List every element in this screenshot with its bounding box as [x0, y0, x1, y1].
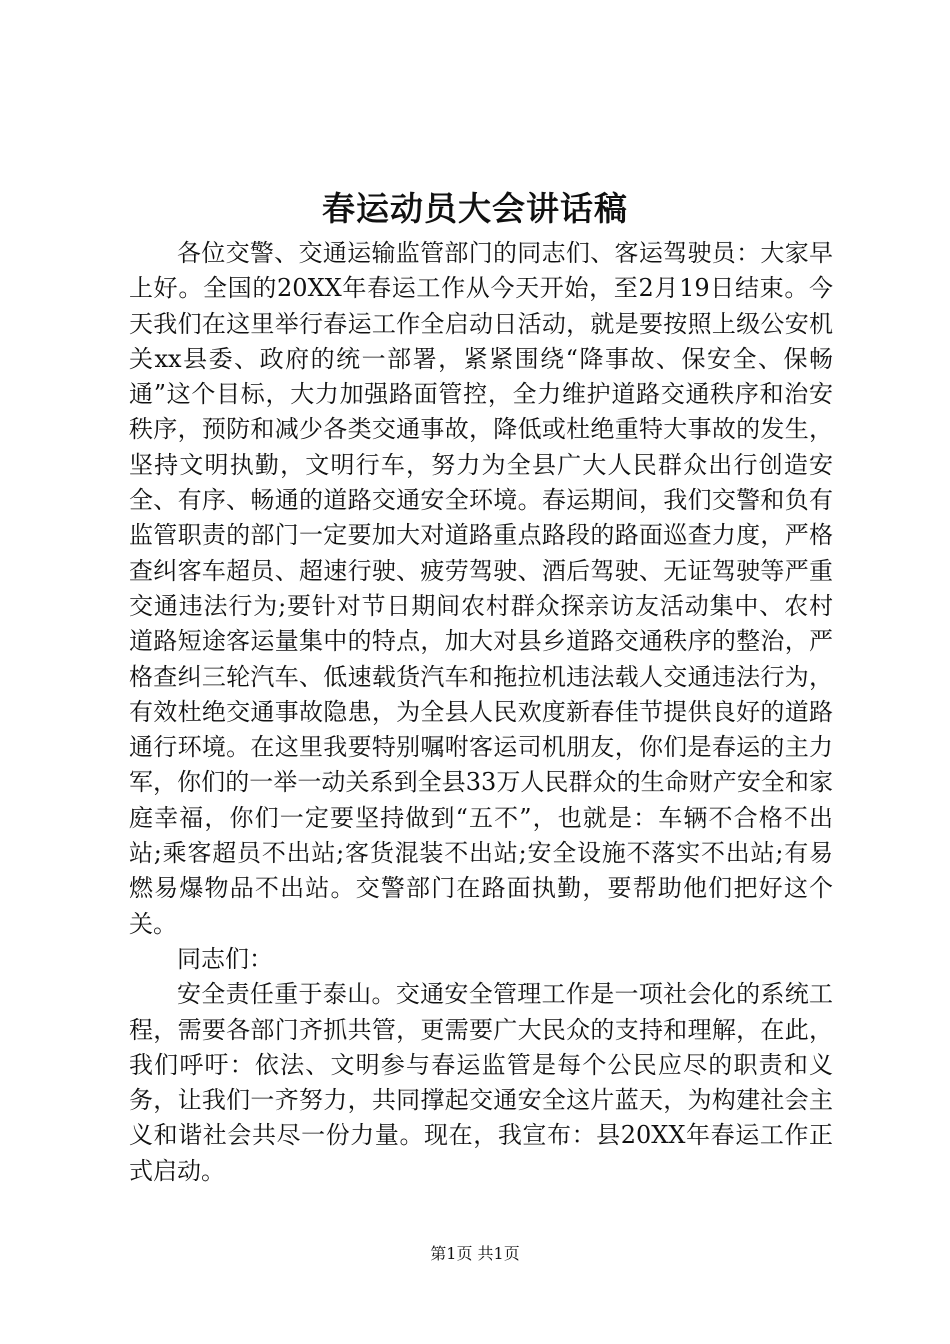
paragraph-opening: 各位交警、交通运输监管部门的同志们、客运驾驶员：大家早上好。全国的20XX年春运工作从今天开始，至2月19日结束。今天我们在这里举行春运工作全启动日活动，就是要按照上级公安机关xx县委、政府的统一部署，紧紧围绕“降事故、保安全、保畅通”这个目标，大力加强路面管控，全力维护道路交通秩序和治安秩序，预防和减少各类交通事故，降低或杜绝重特大事故的发生，坚持文明执勤，文明行车，努力为全县广大人民群众出行创造安全、有序、畅通的道路交通安全环境。春运期间，我们交警和负有监管职责的部门一定要加大对道路重点路段的路面巡查力度，严格查纠客车超员、超速行驶、疲劳驾驶、酒后驾驶、无证驾驶等严重交通违法行为;要针对节日期间农村群众探亲访友活动集中、农村道路短途客运量集中的特点，加大对县乡道路交通秩序的整治，严格查纠三轮汽车、低速载货汽车和拖拉机违法载人交通违法行为，有效杜绝交通事故隐患，为全县人民欢度新春佳节提供良好的道路通行环境。在这里我要特别嘱咐客运司机朋友，你们是春运的主力军，你们的一举一动关系到全县33万人民群众的生命财产安全和家庭幸福，你们一定要坚持做到“五不”，也就是：车辆不合格不出站;乘客超员不出站;客货混装不出站;安全设施不落实不出站;有易燃易爆物品不出站。交警部门在路面执勤，要帮助他们把好这个关。	[129, 239, 833, 938]
document-body	[129, 236, 833, 1189]
paragraph-salutation: 同志们：	[177, 944, 273, 973]
document-title: 春运动员大会讲话稿	[322, 189, 628, 228]
paragraph-closing: 安全责任重于泰山。交通安全管理工作是一项社会化的系统工程，需要各部门齐抓共管，更需要广大民众的支持和理解，在此，我们呼吁：依法、文明参与春运监管是每个公民应尽的职责和义务，让我们一齐努力，共同撑起交通安全这片蓝天，为构建社会主义和谐社会共尽一份力量。现在，我宣布：县20XX年春运工作正式启动。	[129, 980, 833, 1185]
page-footer: 第1页 共1页	[430, 1244, 520, 1263]
